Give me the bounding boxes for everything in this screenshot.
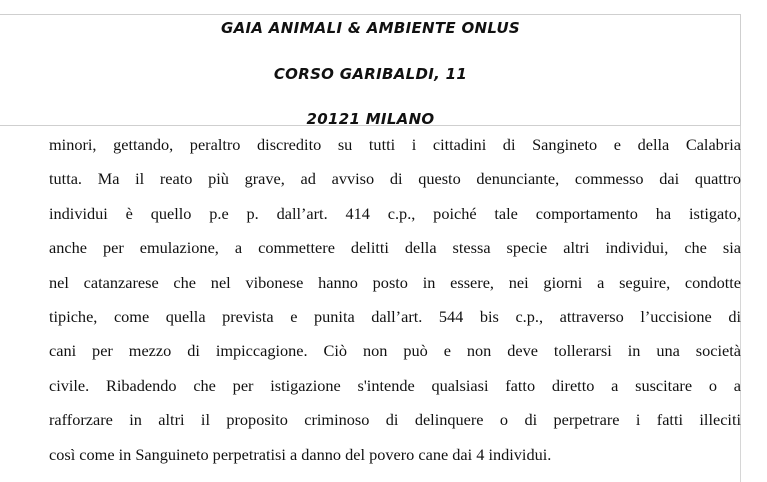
body-line-7: cani per mezzo di impiccagione. Ciò non può e non deve tollerarsi in una società <box>49 341 741 361</box>
organization-name: GAIA ANIMALI & AMBIENTE ONLUS <box>220 19 521 37</box>
body-line-5: nel catanzarese che nel vibonese hanno posto in essere, nei giorni a seguire, condotte <box>49 272 741 292</box>
body-line-4: anche per emulazione, a commettere delitti della stessa specie altri individui, che sia <box>49 238 741 258</box>
body-paragraph <box>49 128 741 472</box>
organization-street-address: CORSO GARIBALDI, 11 <box>273 65 468 83</box>
organization-city: 20121 MILANO <box>306 110 435 128</box>
body-line-6: tipiche, come quella prevista e punita dall’art. 544 bis c.p., attraverso l’uccisione di <box>49 307 741 327</box>
body-line-10: così come in Sanguineto perpetratisi a danno del povero cane dai 4 individui. <box>49 444 552 464</box>
body-line-9: rafforzare in altri il proposito criminoso di delinquere o di perpetrare i fatti illeciti <box>49 410 741 430</box>
body-line-1: minori, gettando, peraltro discredito su tutti i cittadini di Sangineto e della Calabria <box>49 135 741 154</box>
body-line-8: civile. Ribadendo che per istigazione s'intende qualsiasi fatto diretto a suscitare o a <box>49 375 741 395</box>
body-line-2: tutta. Ma il reato più grave, ad avviso di questo denunciante, commesso dai quattro <box>49 169 741 189</box>
body-line-3: individui è quello p.e p. dall’art. 414 c.p., poiché tale comportamento ha istigato, <box>49 203 741 223</box>
